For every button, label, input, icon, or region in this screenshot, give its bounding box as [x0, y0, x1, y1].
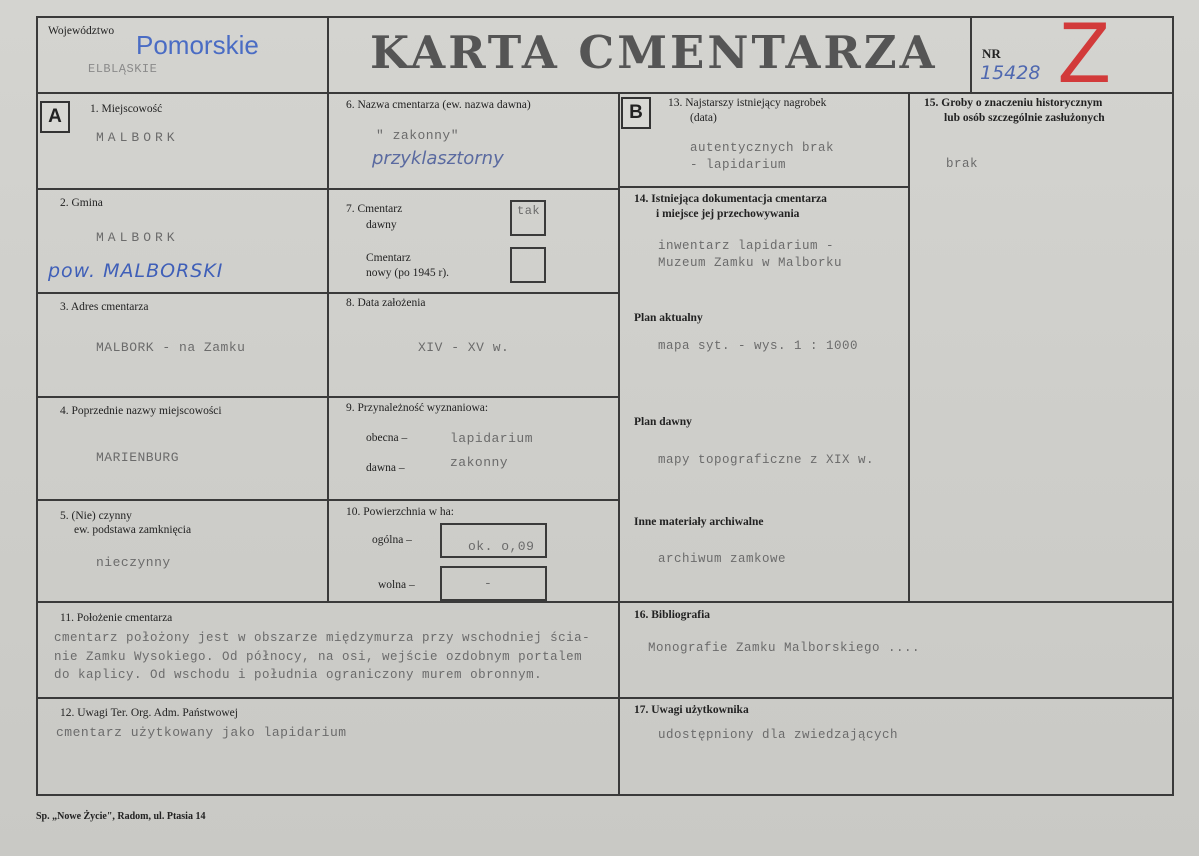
voivodeship-stamp: Pomorskie [136, 30, 259, 60]
f5-value: nieczynny [96, 555, 171, 570]
f7-new-checkbox[interactable] [510, 247, 546, 283]
f17-label: 17. Uwagi użytkownika [634, 704, 749, 716]
row-line-3 [36, 396, 620, 398]
f13-label-1: 13. Najstarszy istniejący nagrobek [668, 97, 827, 109]
f6-handwritten: przyklasztorny [372, 148, 504, 169]
f15-label-1: 15. Groby o znaczeniu historycznym [924, 97, 1103, 109]
f17-value: udostępniony dla zwiedzających [658, 728, 899, 742]
frame-left [36, 16, 38, 796]
f16-value: Monografie Zamku Malborskiego .... [648, 641, 921, 655]
f8-value: XIV - XV w. [418, 340, 510, 355]
col-divider-3 [908, 92, 910, 602]
f12-value: cmentarz użytkowany jako lapidarium [56, 725, 347, 740]
f14-label-2: i miejsce jej przechowywania [656, 208, 800, 220]
f13-label-2: (data) [690, 112, 717, 124]
section-a-badge: A [40, 101, 70, 133]
f9-former-label: dawna – [366, 462, 405, 474]
f13-value-2: - lapidarium [690, 158, 787, 172]
f10-total-label: ogólna – [372, 534, 412, 546]
f10-label: 10. Powierzchnia w ha: [346, 506, 454, 518]
f14-other-label: Inne materiały archiwalne [634, 516, 764, 528]
f10-free-value: - [484, 576, 493, 591]
nr-value: 15428 [980, 62, 1041, 84]
row-line-2 [36, 292, 620, 294]
f14-plan-old-label: Plan dawny [634, 416, 692, 428]
f11-line-1: cmentarz położony jest w obszarze międzymurza przy wschodniej ścia- [54, 631, 591, 645]
col-divider-1 [327, 92, 329, 602]
f14-plan-current-value: mapa syt. - wys. 1 : 1000 [658, 339, 859, 353]
section-b-badge: B [621, 97, 651, 129]
f7-old-checkbox[interactable] [510, 200, 546, 236]
f4-value: MARIENBURG [96, 450, 180, 465]
f14-other-value: archiwum zamkowe [658, 552, 787, 566]
f6-label: 6. Nazwa cmentarza (ew. nazwa dawna) [346, 99, 531, 111]
f7-label-3: Cmentarz [366, 252, 411, 264]
f10-free-box[interactable] [440, 566, 547, 601]
header-divider-1 [327, 16, 329, 94]
f5-label-2: ew. podstawa zamknięcia [74, 524, 192, 536]
f6-value: " zakonny" [376, 128, 460, 143]
row-line-5 [36, 601, 1174, 603]
printer-footer: Sp. „Nowe Życie", Radom, ul. Ptasia 14 [36, 811, 206, 822]
f4-label: 4. Poprzednie nazwy miejscowości [60, 405, 222, 417]
f7-old-checkbox-value: tak [517, 204, 541, 218]
voivodeship-label: Województwo [48, 25, 115, 37]
f1-value: MALBORK [96, 130, 179, 145]
f11-line-2: nie Zamku Wysokiego. Od północy, na osi, wejście ozdobnym portalem [54, 650, 583, 664]
f14-value-2: Muzeum Zamku w Malborku [658, 256, 843, 270]
f13-value-1: autentycznych brak [690, 141, 835, 155]
frame-right [1172, 16, 1174, 796]
f9-label: 9. Przynależność wyznaniowa: [346, 402, 489, 414]
f16-label: 16. Bibliografia [634, 609, 711, 621]
f11-label: 11. Położenie cmentarza [60, 612, 173, 624]
f14-label-1: 14. Istniejąca dokumentacja cmentarza [634, 193, 827, 205]
f14-plan-current-label: Plan aktualny [634, 312, 703, 324]
f9-current-label: obecna – [366, 432, 408, 444]
f2-label: 2. Gmina [60, 197, 103, 209]
f8-label: 8. Data założenia [346, 297, 426, 309]
f5-label-1: 5. (Nie) czynny [60, 510, 132, 522]
f1-label: 1. Miejscowość [90, 103, 163, 115]
row-line-1 [36, 188, 620, 190]
nr-letter: Z [1058, 5, 1111, 101]
f15-value: brak [946, 157, 979, 171]
nr-label: NR [982, 46, 1001, 61]
f2-value: MALBORK [96, 230, 179, 245]
header-bottom-line [36, 92, 1174, 94]
f12-label: 12. Uwagi Ter. Org. Adm. Państwowej [60, 707, 238, 719]
f11-line-3: do kaplicy. Od wschodu i południa ograniczony murem obronnym. [54, 668, 543, 682]
row-line-4 [36, 499, 620, 501]
voivodeship-typed: ELBLĄSKIE [88, 62, 158, 76]
f14-plan-old-value: mapy topograficzne z XIX w. [658, 453, 875, 467]
f9-former-value: zakonny [450, 455, 509, 470]
f7-label-1: 7. Cmentarz [346, 203, 403, 215]
f3-label: 3. Adres cmentarza [60, 301, 149, 313]
f10-free-label: wolna – [378, 579, 415, 591]
f3-value: MALBORK - na Zamku [96, 340, 246, 355]
f7-label-4: nowy (po 1945 r). [366, 267, 450, 279]
row-line-b [618, 186, 910, 188]
f7-label-2: dawny [366, 219, 397, 231]
header-divider-2 [970, 16, 972, 94]
card-title: KARTA CMENTARZA [370, 26, 938, 79]
f2-handwritten: pow. MALBORSKI [48, 260, 224, 282]
f10-total-box[interactable] [440, 523, 547, 558]
f14-value-1: inwentarz lapidarium - [658, 239, 835, 253]
col-divider-2 [618, 92, 620, 796]
f15-label-2: lub osób szczególnie zasłużonych [944, 112, 1105, 124]
f9-current-value: lapidarium [450, 431, 534, 446]
frame-bottom [36, 794, 1174, 796]
row-line-6 [36, 697, 1174, 699]
f10-total-value: ok. o,09 [468, 539, 535, 554]
frame-top [36, 16, 1173, 18]
